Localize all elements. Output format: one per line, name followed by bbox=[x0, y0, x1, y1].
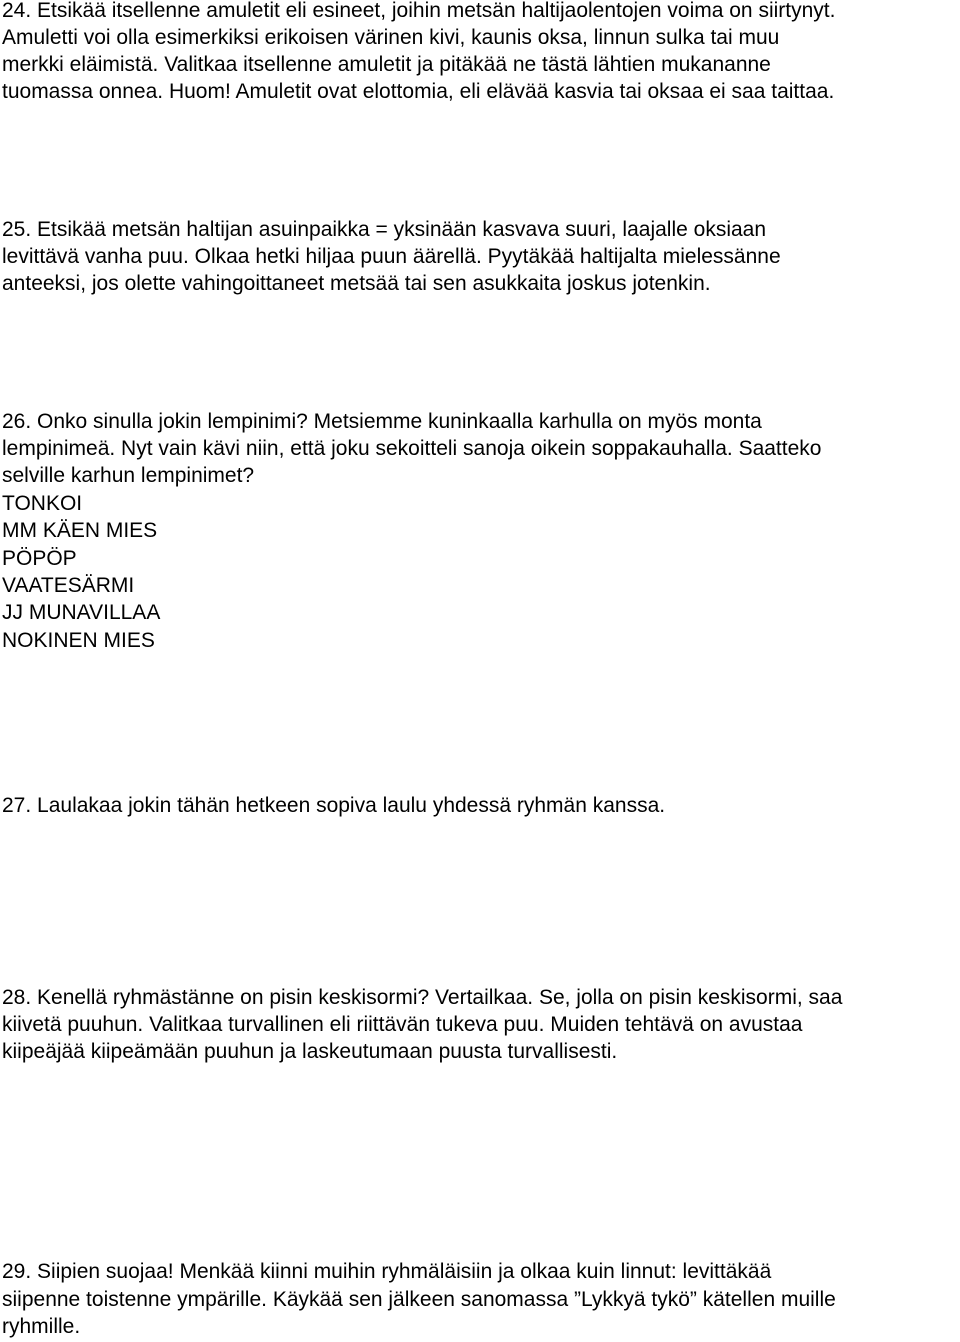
task-24-line-1: 24. Etsikää itsellenne amuletit eli esineet, joihin metsän haltijaolentojen voima on siirtynyt. bbox=[2, 0, 836, 22]
task-27-line-1: 27. Laulakaa jokin tähän hetkeen sopiva laulu yhdessä ryhmän kanssa. bbox=[2, 794, 666, 817]
task-28-line-3: kiipeäjää kiipeämään puuhun ja laskeutumaan puusta turvallisesti. bbox=[2, 1040, 618, 1063]
task-29-line-2: siipenne toistenne ympärille. Käykää sen jälkeen sanomassa ”Lykkyä tykö” kätellen muille bbox=[2, 1288, 836, 1311]
scrambled-word: NOKINEN MIES bbox=[2, 629, 155, 652]
scrambled-word: JJ MUNAVILLAA bbox=[2, 601, 161, 624]
task-24-line-3: merkki eläimistä. Valitkaa itsellenne amuletit ja pitäkää ne tästä lähtien mukananne bbox=[2, 53, 771, 76]
task-28-line-2: kiivetä puuhun. Valitkaa turvallinen eli riittävän tukeva puu. Muiden tehtävä on avustaa bbox=[2, 1013, 803, 1036]
task-26-line-1: 26. Onko sinulla jokin lempinimi? Metsiemme kuninkaalla karhulla on myös monta bbox=[2, 410, 762, 433]
task-26-line-2: lempinimeä. Nyt vain kävi niin, että joku sekoitteli sanoja oikein soppakauhalla. Saatteko bbox=[2, 437, 822, 460]
task-24-line-2: Amuletti voi olla esimerkiksi erikoisen värinen kivi, kaunis oksa, linnun sulka tai muu bbox=[2, 26, 780, 49]
scrambled-word: MM KÄEN MIES bbox=[2, 519, 158, 542]
task-28-line-1: 28. Kenellä ryhmästänne on pisin keskisormi? Vertailkaa. Se, jolla on pisin keskisormi, saa bbox=[2, 986, 843, 1009]
task-25-line-2: levittävä vanha puu. Olkaa hetki hiljaa puun äärellä. Pyytäkää haltijalta mielessänne bbox=[2, 245, 781, 268]
task-29-line-3: ryhmille. bbox=[2, 1315, 81, 1338]
task-26-line-3: selville karhun lempinimet? bbox=[2, 464, 255, 487]
task-25-line-1: 25. Etsikää metsän haltijan asuinpaikka = yksinään kasvava suuri, laajalle oksiaan bbox=[2, 218, 767, 241]
task-24-line-4: tuomassa onnea. Huom! Amuletit ovat elottomia, eli elävää kasvia tai oksaa ei saa taittaa. bbox=[2, 80, 835, 103]
task-25-line-3: anteeksi, jos olette vahingoittaneet metsää tai sen asukkaita joskus jotenkin. bbox=[2, 272, 711, 295]
scrambled-word: TONKOI bbox=[2, 492, 83, 515]
scrambled-word: VAATESÄRMI bbox=[2, 574, 135, 597]
task-29-line-1: 29. Siipien suojaa! Menkää kiinni muihin ryhmäläisiin ja olkaa kuin linnut: levittäkää bbox=[2, 1260, 772, 1283]
scrambled-word: PÖPÖP bbox=[2, 547, 77, 570]
